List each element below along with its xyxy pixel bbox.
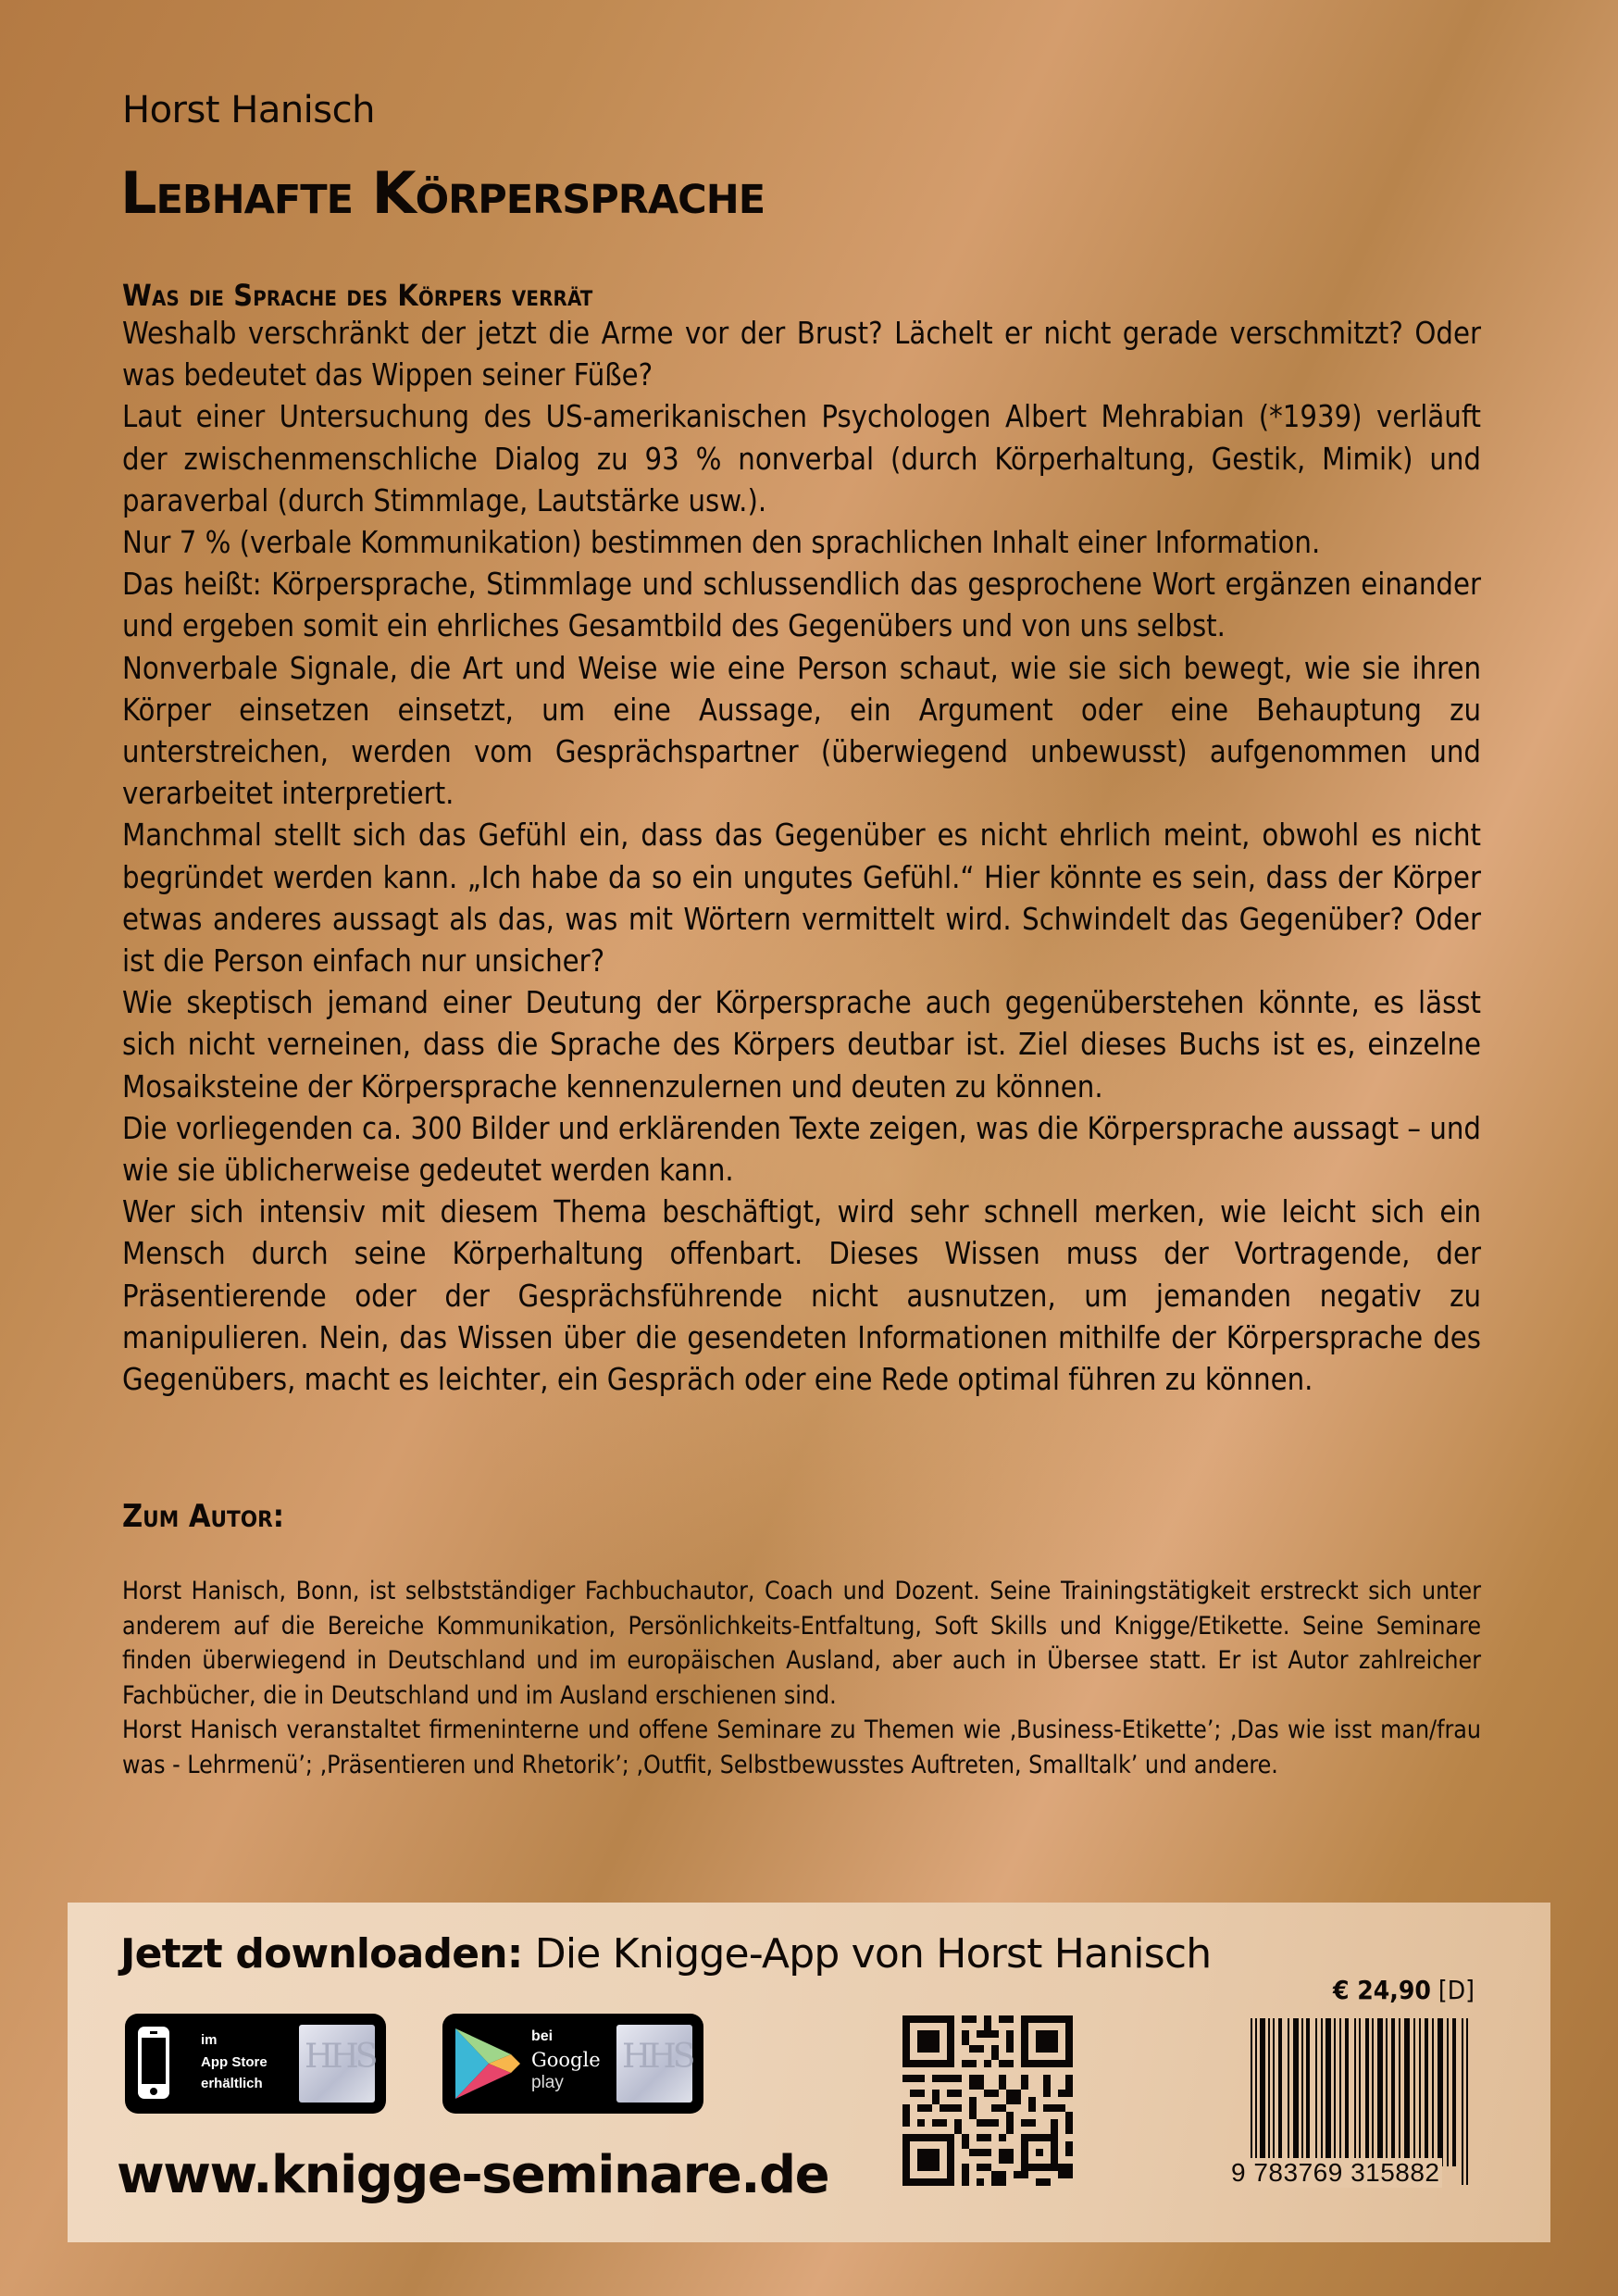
smartphone-icon [138,2027,169,2099]
google-play-icon [454,2027,520,2101]
blurb-text [122,313,1481,1401]
blurb-paragraph: Weshalb verschränkt der jetzt die Arme vor der Brust? Lächelt er nicht gerade verschmitzt? Oder was bedeutet das Wippen seiner Füße? [122,316,1481,393]
app-store-line2: App Store [201,2054,268,2070]
blurb-paragraph: Manchmal stellt sich das Gefühl ein, dass das Gegenüber es nicht ehrlich meint, obwohl es nicht begründet werden kann. „Ich habe da so ein ungutes Gefühl.“ Hier könnte es sein, dass der Körper etwas anderes aussagt als das, was mit Wörtern vermittelt wird. Schwindelt das Gegenüber? Oder ist die Person einfach nur unsicher? [122,817,1481,980]
blurb-paragraph: Wer sich intensiv mit diesem Thema beschäftigt, wird sehr schnell merken, wie leicht sich ein Mensch durch seine Körperhaltung offenbart. Dieses Wissen muss der Vortragende, der Präsentierende oder der Gesprächsführende nicht ausnutzen, um jemanden negativ zu manipulieren. Nein, das Wissen über die gesendeten Informationen mithilfe der Körpersprache des Gegenübers, macht es leichter, ein Gespräch oder eine Rede optimal führen zu können. [122,1194,1481,1398]
price-value: € 24,90 [1332,1975,1431,2005]
google-play-line2: Google [531,2049,601,2071]
blurb-paragraph: Wie skeptisch jemand einer Deutung der Körpersprache auch gegenüberstehen könnte, es lässt sich nicht verneinen, dass die Sprache des Körpers deutbar ist. Ziel dieses Buchs ist es, einzelne Mosaiksteine der Körpersprache kennenzulernen und deuten zu können. [122,985,1481,1104]
blurb-paragraph: Laut einer Untersuchung des US-amerikanischen Psychologen Albert Mehrabian (*1939) verläuft der zwischenmenschliche Dialog zu 93 % nonverbal (durch Körperhaltung, Gestik, Mimik) und paraverbal (durch Stimmlage, Lautstärke usw.). [122,399,1481,518]
app-store-line1: im [201,2032,218,2048]
about-paragraph: Horst Hanisch veranstaltet firmeninterne und offene Seminare zu Themen wie ‚Business-Etikette’; ‚Das wie isst man/frau was - Lehrmenü’; ‚Präsentieren und Rhetorik’; ‚Outfit, Selbstbewusstes Auftreten, Smalltalk’ und andere. [122,1716,1481,1779]
website-link[interactable]: www.knigge-seminare.de [117,2145,829,2205]
blurb-subtitle: Was die Sprache des Körpers verrät [122,278,593,313]
google-play-line1: bei [531,2028,554,2044]
price-region: [D] [1430,1975,1475,2005]
about-paragraph: Horst Hanisch, Bonn, ist selbstständiger Fachbuchautor, Coach und Dozent. Seine Trainingstätigkeit erstreckt sich unter anderem auf die Bereiche Kommunikation, Persönlichkeits-Entfaltung, Soft Skills und Knigge/Etikette. Seine Seminare finden überwiegend in Deutschland und im europäischen Ausland, aber auch in Übersee statt. Er ist Autor zahlreicher Fachbücher, die in Deutschland und im Ausland erschienen sind. [122,1577,1481,1710]
blurb-paragraph: Nonverbale Signale, die Art und Weise wie eine Person schaut, wie sie sich bewegt, wie sie ihren Körper einsetzen einsetzt, um eine Aussage, ein Argument oder eine Behauptung zu unterstreichen, werden vom Gesprächspartner (überwiegend unbewusst) aufgenommen und verarbeitet interpretiert. [122,650,1481,812]
book-title: Lebhafte Körpersprache [120,159,765,227]
google-play-badge[interactable] [442,2014,703,2114]
hhs-logo-icon: HHS [616,2025,692,2103]
qr-code-icon[interactable] [902,2015,1073,2186]
blurb-paragraph: Nur 7 % (verbale Kommunikation) bestimmen den sprachlichen Inhalt einer Information. [122,525,1321,561]
about-author-heading: Zum Autor: [122,1498,284,1535]
google-play-line3: play [531,2073,564,2092]
app-store-badge[interactable] [125,2014,386,2114]
promo-heading [120,1930,1211,1978]
isbn-number: 9 783769 315882 [1231,2158,1440,2187]
author-name: Horst Hanisch [122,89,375,131]
app-store-line3: erhältlich [201,2076,263,2091]
hhs-logo-icon: HHS [299,2025,375,2103]
promo-heading-rest: Die Knigge-App von Horst Hanisch [522,1930,1212,1978]
app-promo-panel [68,1903,1550,2242]
promo-heading-bold: Jetzt downloaden: [120,1930,523,1978]
blurb-paragraph: Die vorliegenden ca. 300 Bilder und erklärenden Texte zeigen, was die Körpersprache aussagt – und wie sie üblicherweise gedeutet werden kann. [122,1110,1481,1189]
about-author-text [122,1574,1481,1783]
blurb-paragraph: Das heißt: Körpersprache, Stimmlage und schlussendlich das gesprochene Wort ergänzen einander und ergeben somit ein ehrliches Gesamtbild des Gegenübers und von uns selbst. [122,567,1481,644]
price-label [1333,1975,1475,2005]
